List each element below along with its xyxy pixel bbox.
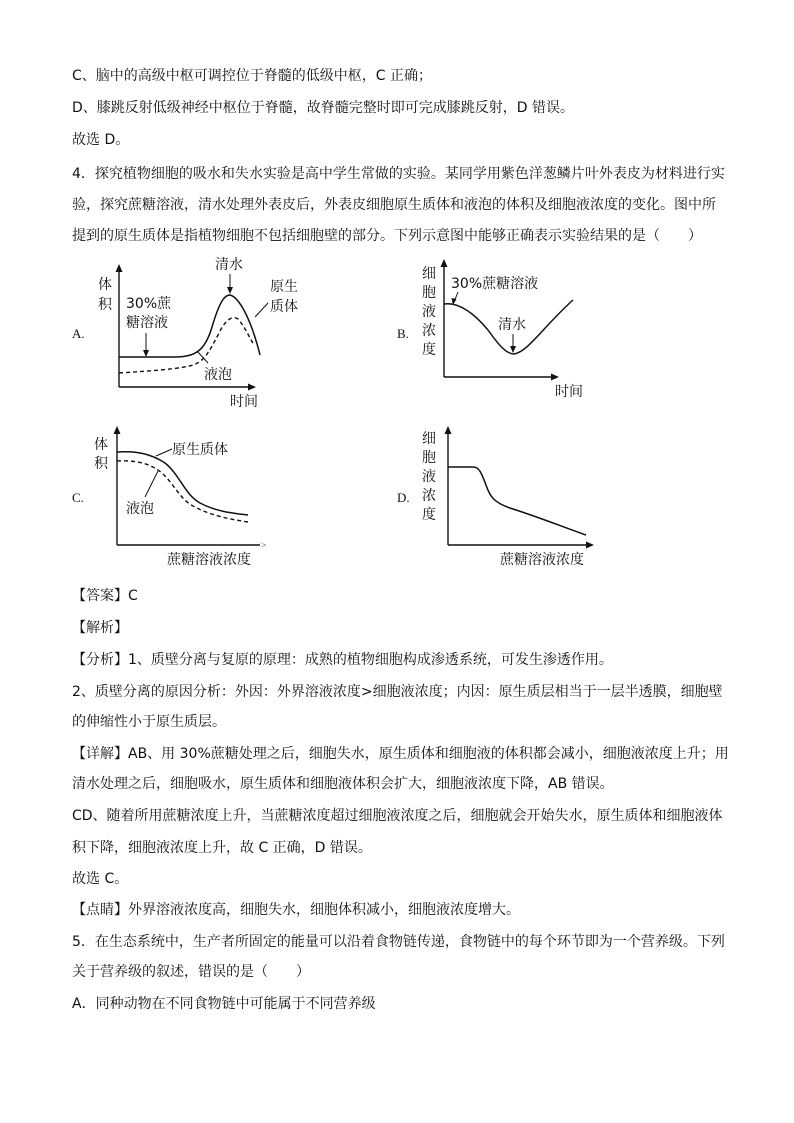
option-b-label: B. [397,326,409,341]
figure-c-xlabel: 蔗糖溶液浓度 [167,552,251,568]
figure-a-vacuole-label: 液泡 [204,367,232,383]
figure-b-xlabel: 时间 [555,384,583,400]
arrow-icon [114,426,121,434]
figure-d-concentration-curve [448,467,586,535]
figure-d-ylabel: 细 [422,431,436,447]
detail-line: 积下降，细胞液浓度上升，故 C 正确，D 错误。 [72,840,372,856]
analysis-line: 2、质壁分离的原因分析：外因：外界溶液浓度>细胞液浓度；内因：原生质层相当于一层半透膜，细胞壁 [72,684,723,700]
analysis-heading: 【解析】 [72,620,128,636]
text-line: 故选 C。 [72,871,129,887]
figure-a-sucrose-label: 糖溶液 [126,315,168,331]
figure-c-ylabel: 积 [94,456,108,472]
arrow-icon [227,287,233,294]
question-4-line: 提到的原生质体是指植物细胞不包括细胞壁的部分。下列示意图中能够正确表示实验结果的是（ ） [72,228,702,244]
figure-c-vacuole-label: 液泡 [126,501,154,517]
figure-a-protoplast-label: 原生 [270,279,298,295]
detail-line: 【详解】AB、用 30%蔗糖处理之后，细胞失水，原生质体和细胞液的体积都会减小，细胞液浓度上升；用 [72,746,729,762]
figure-d-ylabel: 液 [422,469,436,485]
arrow-icon [586,542,594,549]
figure-a-protoplast-label: 质体 [270,299,298,315]
answer-line: 【答案】C [72,588,138,604]
figure-d-ylabel: 胞 [422,450,436,466]
figure-b-ylabel: 度 [422,342,436,358]
option-c-label: C. [72,490,84,505]
figure-d [418,425,608,570]
question-5-option-a: A．同种动物在不同食物链中可能属于不同营养级 [72,996,376,1012]
figure-c [90,425,290,570]
figure-c-protoplast-label: 原生质体 [172,442,228,458]
figure-b [418,262,598,402]
question-4-line: 验，探究蔗糖溶液，清水处理外表皮后，外表皮细胞原生质体和液泡的体积及细胞液浓度的变化。图中所 [72,197,716,213]
arrow-icon [441,259,448,267]
figure-d-ylabel: 度 [422,507,436,523]
figure-b-ylabel: 液 [422,304,436,320]
question-5-line: 关于营养级的叙述，错误的是（ ） [72,964,310,980]
option-d-label: D. [397,490,410,505]
figure-b-water-label: 清水 [498,317,526,333]
figure-b-ylabel: 浓 [422,323,436,339]
question-5-line: 5．在生态系统中，生产者所固定的能量可以沿着食物链传递，食物链中的每个环节即为一个营养级。下列 [72,934,725,950]
text-line: 故选 D。 [72,132,130,148]
arrow-icon [551,374,559,381]
figure-c-ylabel: 体 [94,437,108,453]
arrow-icon [445,426,452,434]
arrow-icon [510,346,516,353]
text-line: C、脑中的高级中枢可调控位于脊髓的低级中枢，C 正确； [72,68,432,84]
figure-d-xlabel: 蔗糖溶液浓度 [500,552,584,568]
arrow-icon [248,384,256,391]
detail-line: 清水处理之后，细胞吸水，原生质体和细胞液体积会扩大，细胞液浓度下降，AB 错误。 [72,776,614,792]
figure-a-ylabel: 积 [98,297,112,313]
figure-a [90,255,298,410]
figure-a-ylabel: 体 [98,277,112,293]
tip-line: 【点睛】外界溶液浓度高，细胞失水，细胞体积减小，细胞液浓度增大。 [72,902,520,918]
arrow-icon [116,264,123,272]
figure-b-ylabel: 细 [422,266,436,282]
option-a-label: A. [72,326,85,341]
text-line: D、膝跳反射低级神经中枢位于脊髓，故脊髓完整时即可完成膝跳反射，D 错误。 [72,100,575,116]
detail-line: CD、随着所用蔗糖浓度上升，当蔗糖浓度超过细胞液浓度之后，细胞就会开始失水，原生质体和细胞液体 [72,808,723,824]
figure-a-xlabel: 时间 [230,394,258,410]
figure-b-ylabel: 胞 [422,285,436,301]
figure-a-sucrose-label: 30%蔗 [126,296,172,312]
question-4-line: 4．探究植物细胞的吸水和失水实验是高中学生常做的实验。某同学用紫色洋葱鳞片叶外表皮为材料进行实 [72,166,725,182]
figure-a-water-label: 清水 [215,257,243,273]
figure-d-ylabel: 浓 [422,488,436,504]
arrow-icon [143,350,149,357]
analysis-line: 【分析】1、质壁分离与复原的原理：成熟的植物细胞构成渗透系统，可发生渗透作用。 [72,652,613,668]
analysis-line: 的伸缩性小于原生质层。 [72,714,226,730]
figure-b-sucrose-label: 30%蔗糖溶液 [451,276,539,292]
